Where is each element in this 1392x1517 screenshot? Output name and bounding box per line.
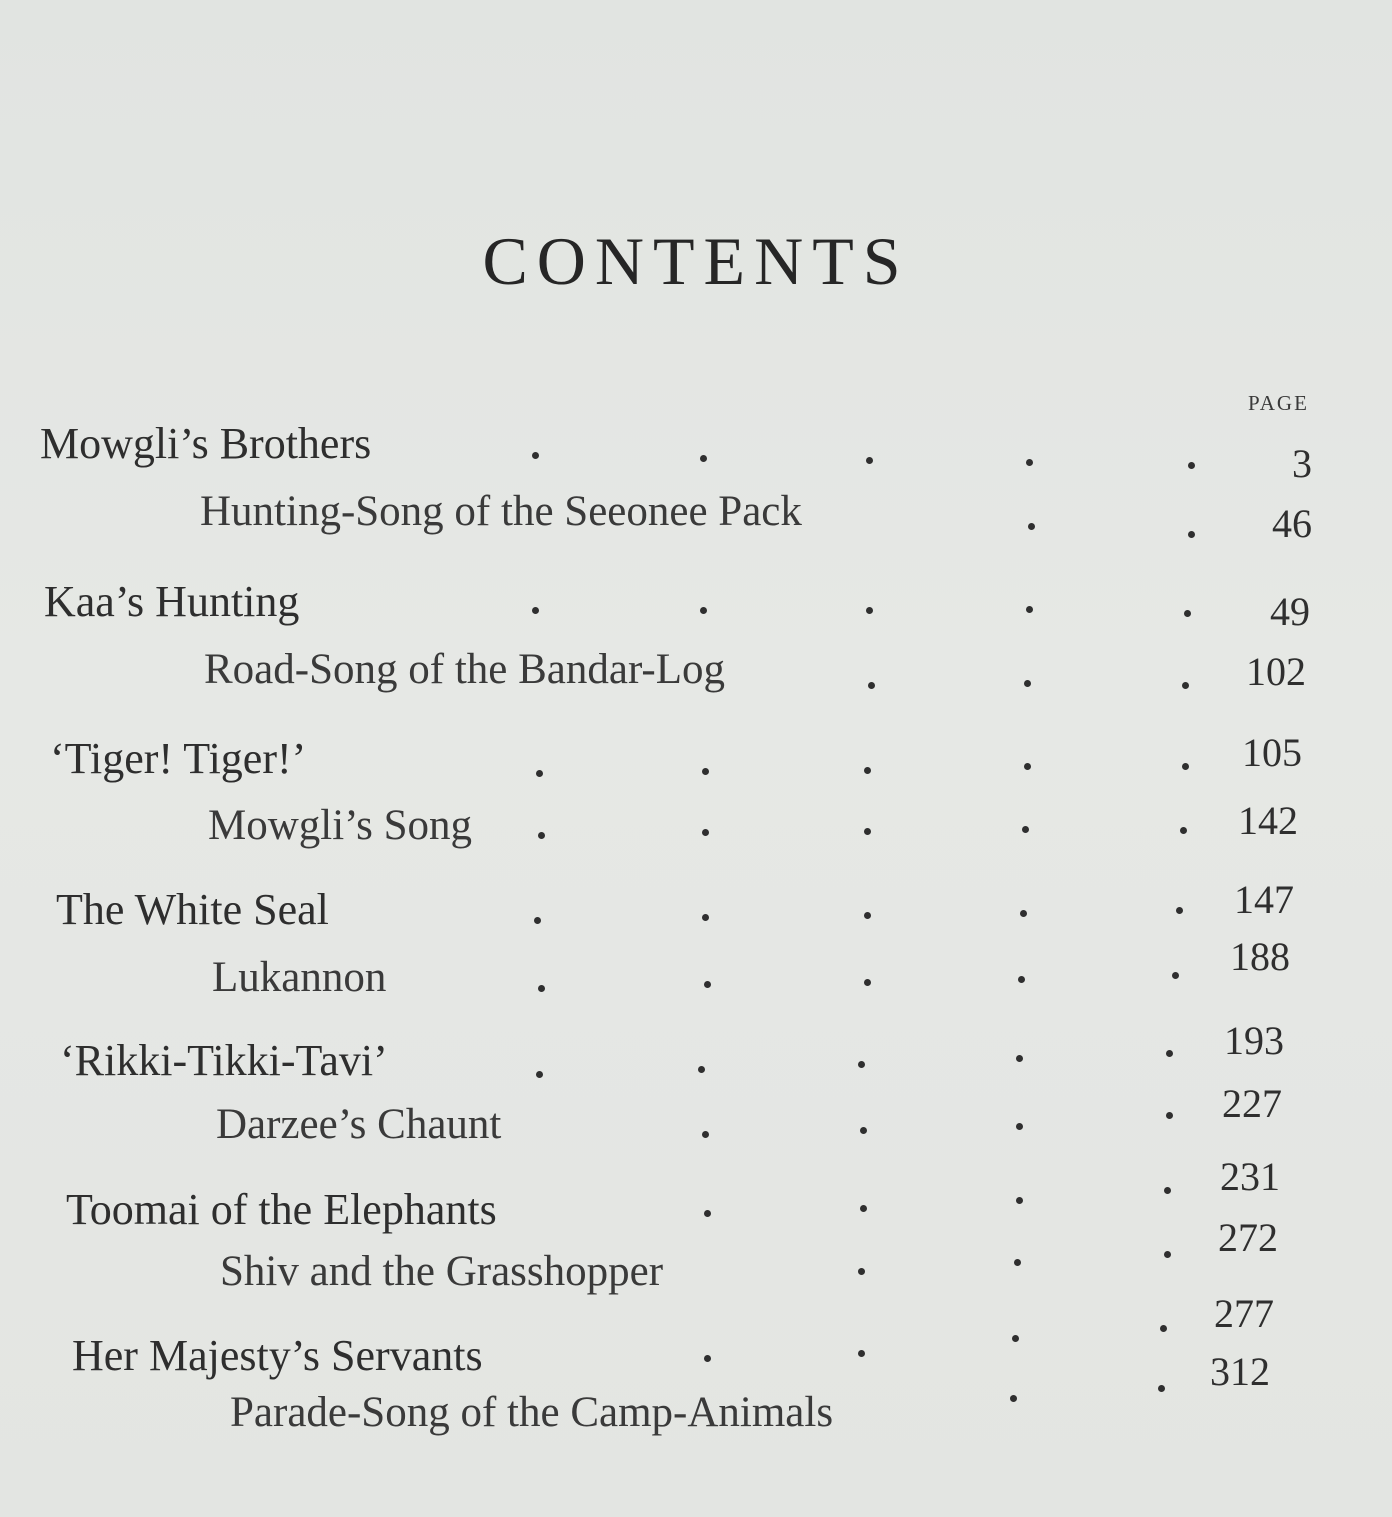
toc-entry-page: 46 [1272, 501, 1312, 546]
toc-entry-page: 312 [1210, 1349, 1270, 1394]
leader-dot [1028, 523, 1035, 530]
leader-dot [868, 682, 875, 689]
leader-dot [700, 455, 707, 462]
toc-entry-title: Parade-Song of the Camp-Animals [230, 1389, 834, 1436]
toc-entry-page: 277 [1214, 1291, 1274, 1336]
page-column-label: PAGE [1248, 391, 1309, 415]
leader-dot [1166, 1112, 1173, 1119]
toc-entry-page: 193 [1224, 1018, 1284, 1063]
leader-dot [1188, 462, 1195, 469]
leader-dot [858, 1268, 865, 1275]
toc-entry-title: Her Majesty’s Servants [72, 1331, 483, 1380]
leader-dot [1026, 459, 1033, 466]
leader-dot [1182, 682, 1189, 689]
leader-dot [536, 1071, 543, 1078]
leader-dot [864, 767, 871, 774]
leader-dot [1016, 1055, 1023, 1062]
leader-dot [860, 1205, 867, 1212]
leader-dot [1010, 1395, 1017, 1402]
leader-dot [1020, 910, 1027, 917]
leader-dot [1012, 1335, 1019, 1342]
leader-dot [704, 1210, 711, 1217]
leader-dot [1016, 1197, 1023, 1204]
leader-dot [1172, 972, 1179, 979]
leader-dot [860, 1127, 867, 1134]
toc-entry-title: Kaa’s Hunting [44, 577, 300, 626]
toc-entry-title: Lukannon [212, 954, 387, 1001]
toc-entry-page: 272 [1218, 1215, 1278, 1260]
leader-dot [700, 607, 707, 614]
leader-dot [1018, 976, 1025, 983]
leader-dot [704, 981, 711, 988]
toc-entry-title: Darzee’s Chaunt [216, 1101, 502, 1148]
leader-dot [1176, 907, 1183, 914]
toc-entry-page: 3 [1292, 441, 1312, 486]
leader-dot [1026, 606, 1033, 613]
leader-dot [538, 832, 545, 839]
leader-dot [1024, 763, 1031, 770]
toc-entry-title: Road-Song of the Bandar-Log [204, 646, 725, 693]
leader-dot [864, 912, 871, 919]
toc-entry-page: 49 [1270, 589, 1310, 634]
toc-entry-page: 227 [1222, 1081, 1282, 1126]
leader-dot [1022, 826, 1029, 833]
leader-dot [1158, 1385, 1165, 1392]
toc-entry-title: The White Seal [56, 885, 329, 934]
leader-dot [532, 452, 539, 459]
leader-dot [1182, 763, 1189, 770]
toc-entry-page: 147 [1234, 877, 1294, 922]
toc-entry-page: 105 [1242, 730, 1302, 775]
toc-entry-page: 188 [1230, 934, 1290, 979]
leader-dot [858, 1061, 865, 1068]
leader-dot [702, 914, 709, 921]
leader-dot [1184, 610, 1191, 617]
leader-dot [704, 1355, 711, 1362]
toc-entry-page: 102 [1246, 649, 1306, 694]
toc-entry-title: ‘Tiger! Tiger!’ [50, 734, 307, 783]
leader-dot [1016, 1123, 1023, 1130]
leader-dot [702, 768, 709, 775]
leader-dot [858, 1350, 865, 1357]
toc-entry-page: 142 [1238, 798, 1298, 843]
leader-dot [866, 457, 873, 464]
toc-entry-title: Toomai of the Elephants [66, 1185, 497, 1234]
leader-dot [1180, 827, 1187, 834]
toc-entry-title: Hunting-Song of the Seeonee Pack [200, 488, 802, 535]
leader-dot [1024, 680, 1031, 687]
toc-entry-page: 231 [1220, 1154, 1280, 1199]
leader-dot [532, 607, 539, 614]
leader-dot [1164, 1187, 1171, 1194]
contents-heading: CONTENTS [482, 223, 910, 299]
leader-dot [864, 979, 871, 986]
leader-dot [866, 607, 873, 614]
leader-dot [702, 1131, 709, 1138]
leader-dot [534, 917, 541, 924]
leader-dot [1160, 1325, 1167, 1332]
toc-entry-title: Mowgli’s Brothers [40, 419, 372, 468]
leader-dot [536, 770, 543, 777]
leader-dot [702, 829, 709, 836]
leader-dot [538, 985, 545, 992]
leader-dot [1164, 1251, 1171, 1258]
leader-dot [1014, 1259, 1021, 1266]
toc-entry-title: Shiv and the Grasshopper [220, 1248, 664, 1295]
leader-dot [864, 828, 871, 835]
leader-dot [698, 1066, 705, 1073]
leader-dot [1188, 531, 1195, 538]
toc-entry-title: ‘Rikki-Tikki-Tavi’ [60, 1036, 388, 1085]
toc-entry-title: Mowgli’s Song [208, 802, 473, 849]
leader-dot [1166, 1050, 1173, 1057]
